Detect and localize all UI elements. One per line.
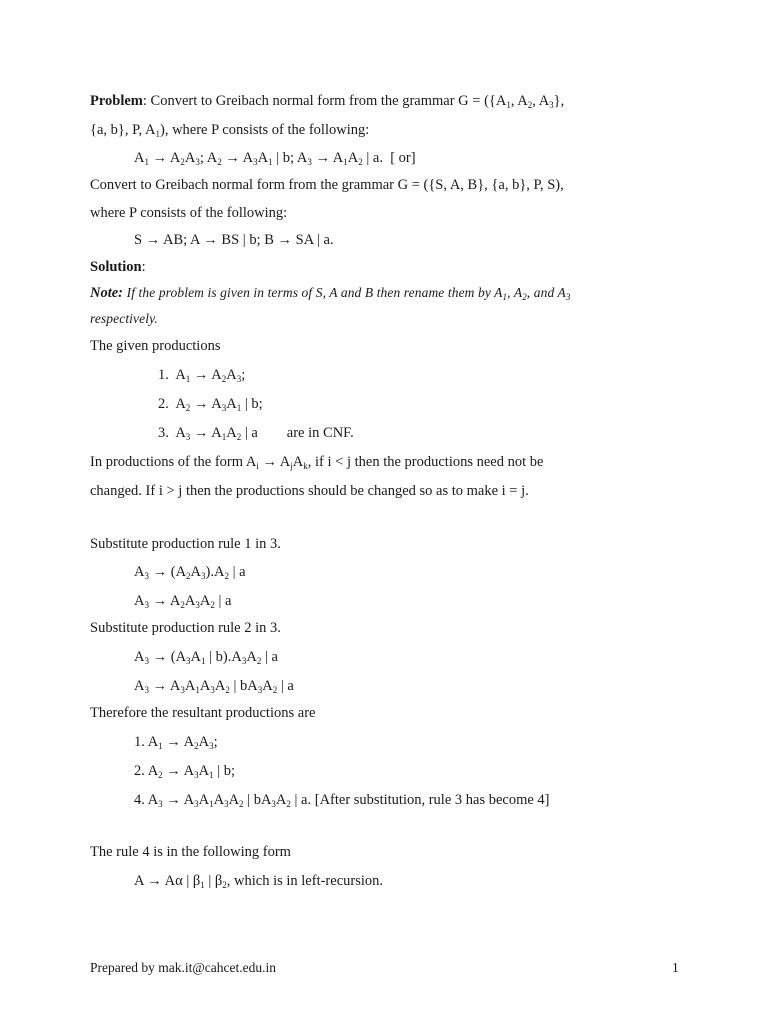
substitution-step-4: $A_3 \to A_3A_1A_3A_2$ | $bA_3A_2$ | a: [134, 678, 294, 695]
grammar-productions-2: S → AB; A → BS | b; B → SA | a.: [134, 232, 334, 248]
given-production-2: 2. $A_2 \to A_3A_1$ | b;: [158, 396, 263, 413]
problem-line-1: Problem: Convert to Greibach normal form from the grammar $G = (\{A_1$, $A_2$, $A_3$},: [90, 93, 565, 110]
note-line-1: Note: If the problem is given in terms of S, A and B then rename them by $A_1$, $A_2$, and $A_3$: [90, 285, 571, 302]
given-production-1: 1. $A_1 \to A_2A_3$;: [158, 367, 246, 384]
resultant-production-1: 1. $A_1 \to A_2A_3$;: [134, 734, 218, 751]
resultant-production-2: 2. $A_2 \to A_3A_1$ | b;: [134, 763, 236, 780]
rule-explanation-1: In productions of the form $A_i \to A_jA_k$, if i < j then the productions need not be: [90, 454, 544, 471]
note-line-2: respectively.: [90, 311, 158, 326]
footer-page-number: 1: [672, 960, 679, 975]
footer-prepared-by: Prepared by mak.it@cahcet.edu.in: [90, 960, 276, 975]
substitute-heading-2: Substitute production rule 2 in 3.: [90, 620, 281, 636]
rule-explanation-2: changed. If i > j then the productions should be changed so as to make i = j.: [90, 483, 529, 499]
given-production-3: 3. $A_3 \to A_1A_2$ | a are in CNF.: [158, 425, 354, 442]
substitute-heading-1: Substitute production rule 1 in 3.: [90, 536, 281, 552]
substitution-step-3: $A_3 \to (A_3A_1$ | $b).A_3A_2$ | a: [134, 649, 278, 666]
left-recursion-form: A → Aα | $\beta_1$ | $\beta_2$, which is in left-recursion.: [134, 873, 384, 890]
substitution-step-1: $A_3 \to (A_2A_3).A_2$ | a: [134, 564, 246, 581]
rule-4-form-heading: The rule 4 is in the following form: [90, 844, 291, 860]
given-productions-heading: The given productions: [90, 338, 221, 354]
substitution-step-2: $A_3 \to A_2A_3A_2$ | a: [134, 593, 232, 610]
problem-line-2: {a, b}, P, $A_1$), where P consists of the following:: [90, 122, 370, 139]
solution-heading: Solution:: [90, 259, 146, 275]
grammar-productions-1: $A_1 \to A_2A_3$; $A_2 \to A_3A_1$ | b; $A_3 \to A_1A_2$ | a. [ or]: [134, 150, 416, 167]
resultant-heading: Therefore the resultant productions are: [90, 705, 316, 721]
resultant-production-4: 4. $A_3 \to A_3A_1A_3A_2$ | $bA_3A_2$ | a. [After substitution, rule 3 has become 4]: [134, 792, 550, 809]
problem-line-4: where P consists of the following:: [90, 205, 288, 221]
problem-line-3: Convert to Greibach normal form from the grammar G = ({S, A, B}, {a, b}, P, S),: [90, 177, 564, 193]
